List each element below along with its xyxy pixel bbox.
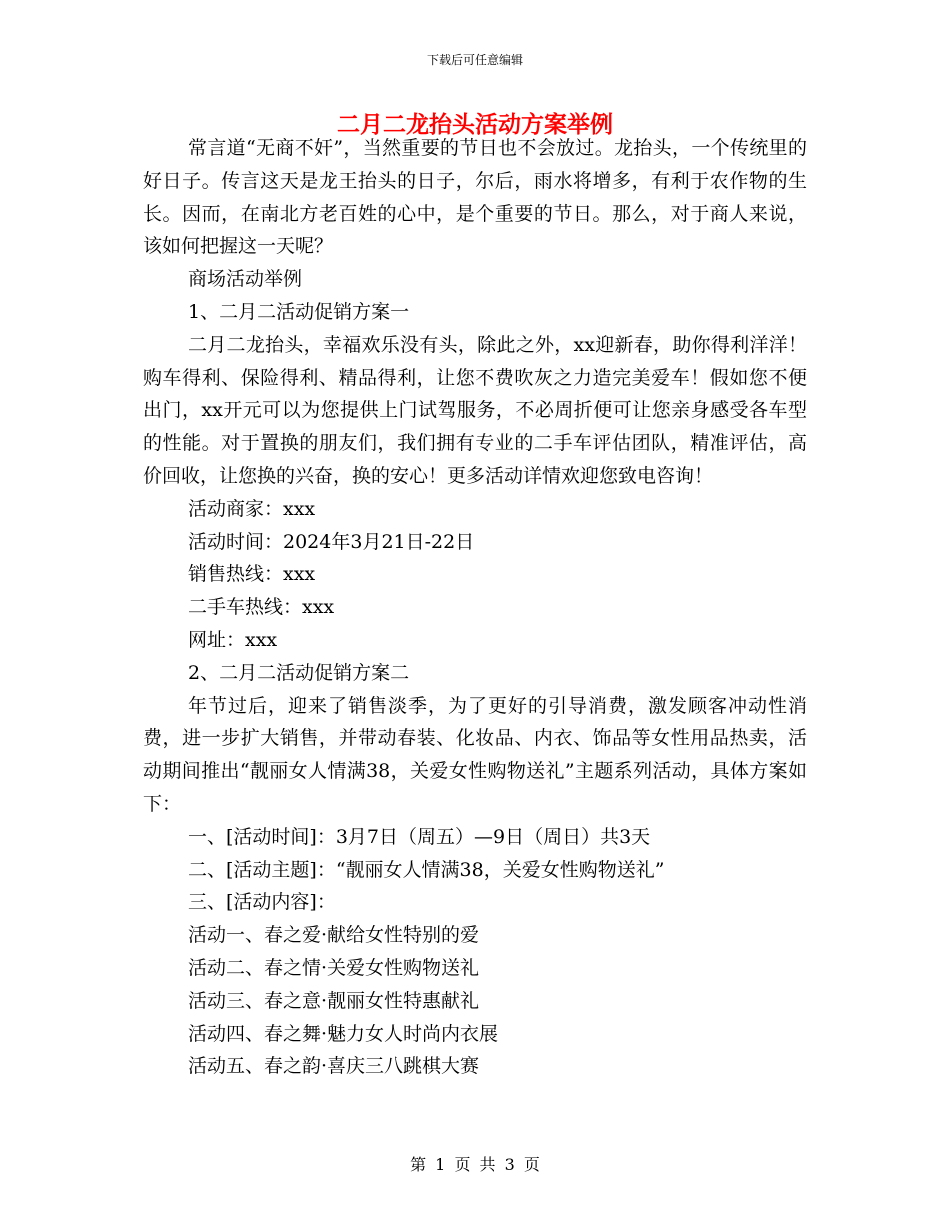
paragraph-activity-five: 活动五、春之韵·喜庆三八跳棋大赛 — [188, 1055, 480, 1078]
paragraph-activity-four: 活动四、春之舞·魅力女人时尚内衣展 — [188, 1022, 499, 1045]
header-note: 下载后可任意编辑 — [426, 53, 523, 67]
paragraph-event-time: 活动时间：2024年3月21日-22日 — [188, 530, 475, 553]
paragraph-activity-three: 活动三、春之意·靓丽女性特惠献礼 — [188, 989, 480, 1012]
paragraph-section-heading: 商场活动举例 — [188, 268, 303, 291]
paragraph-activity-time: 一、[活动时间]：3月7日（周五）—9日（周日）共3天 — [188, 825, 651, 848]
paragraph-plan-one-heading: 1、二月二活动促销方案一 — [188, 300, 410, 323]
paragraph-plan-one-body: 二月二龙抬头，幸福欢乐没有头，除此之外，xx迎新春，助你得利洋洋！购车得利、保险得利、精品得利，让您不费吹灰之力造完美爱车！假如您不便出门，xx开元可以为您提供上门试驾服务，不必周折便可让您亲身感受各车型的性能。对于置换的朋友们，我们拥有专业的二手车评估团队，精准评估，高价回收，让您换的兴奋，换的安心！更多活动详情欢迎您致电咨询！ — [143, 333, 807, 487]
paragraph-used-car-hotline: 二手车热线：xxx — [188, 596, 335, 619]
paragraph-plan-two-heading: 2、二月二活动促销方案二 — [188, 661, 410, 684]
paragraph-activity-content: 三、[活动内容]： — [188, 891, 336, 914]
paragraph-sales-hotline: 销售热线：xxx — [188, 563, 316, 586]
document-title: 二月二龙抬头活动方案举例 — [337, 111, 613, 138]
paragraph-intro: 常言道“无商不奸”，当然重要的节日也不会放过。龙抬头，一个传统里的好日子。传言这天是龙王抬头的日子，尔后，雨水将增多，有利于农作物的生长。因而，在南北方老百姓的心中，是个重要的节日。那么，对于商人来说，该如何把握这一天呢？ — [143, 137, 807, 258]
document-body — [143, 132, 807, 1083]
page-number: 第 1 页 共 3 页 — [410, 1155, 540, 1174]
paragraph-activity-two: 活动二、春之情·关爱女性购物送礼 — [188, 956, 480, 979]
paragraph-plan-two-body: 年节过后，迎来了销售淡季，为了更好的引导消费，激发顾客冲动性消费，进一步扩大销售，并带动春装、化妆品、内衣、饰品等女性用品热卖，活动期间推出“靓丽女人情满38，关爱女性购物送礼”主题系列活动，具体方案如下： — [143, 694, 807, 815]
paragraph-activity-one: 活动一、春之爱·献给女性特别的爱 — [188, 924, 480, 947]
paragraph-activity-theme: 二、[活动主题]：“靓丽女人情满38，关爱女性购物送礼” — [188, 858, 665, 881]
paragraph-merchant: 活动商家：xxx — [188, 497, 316, 520]
paragraph-website: 网址：xxx — [188, 628, 278, 651]
